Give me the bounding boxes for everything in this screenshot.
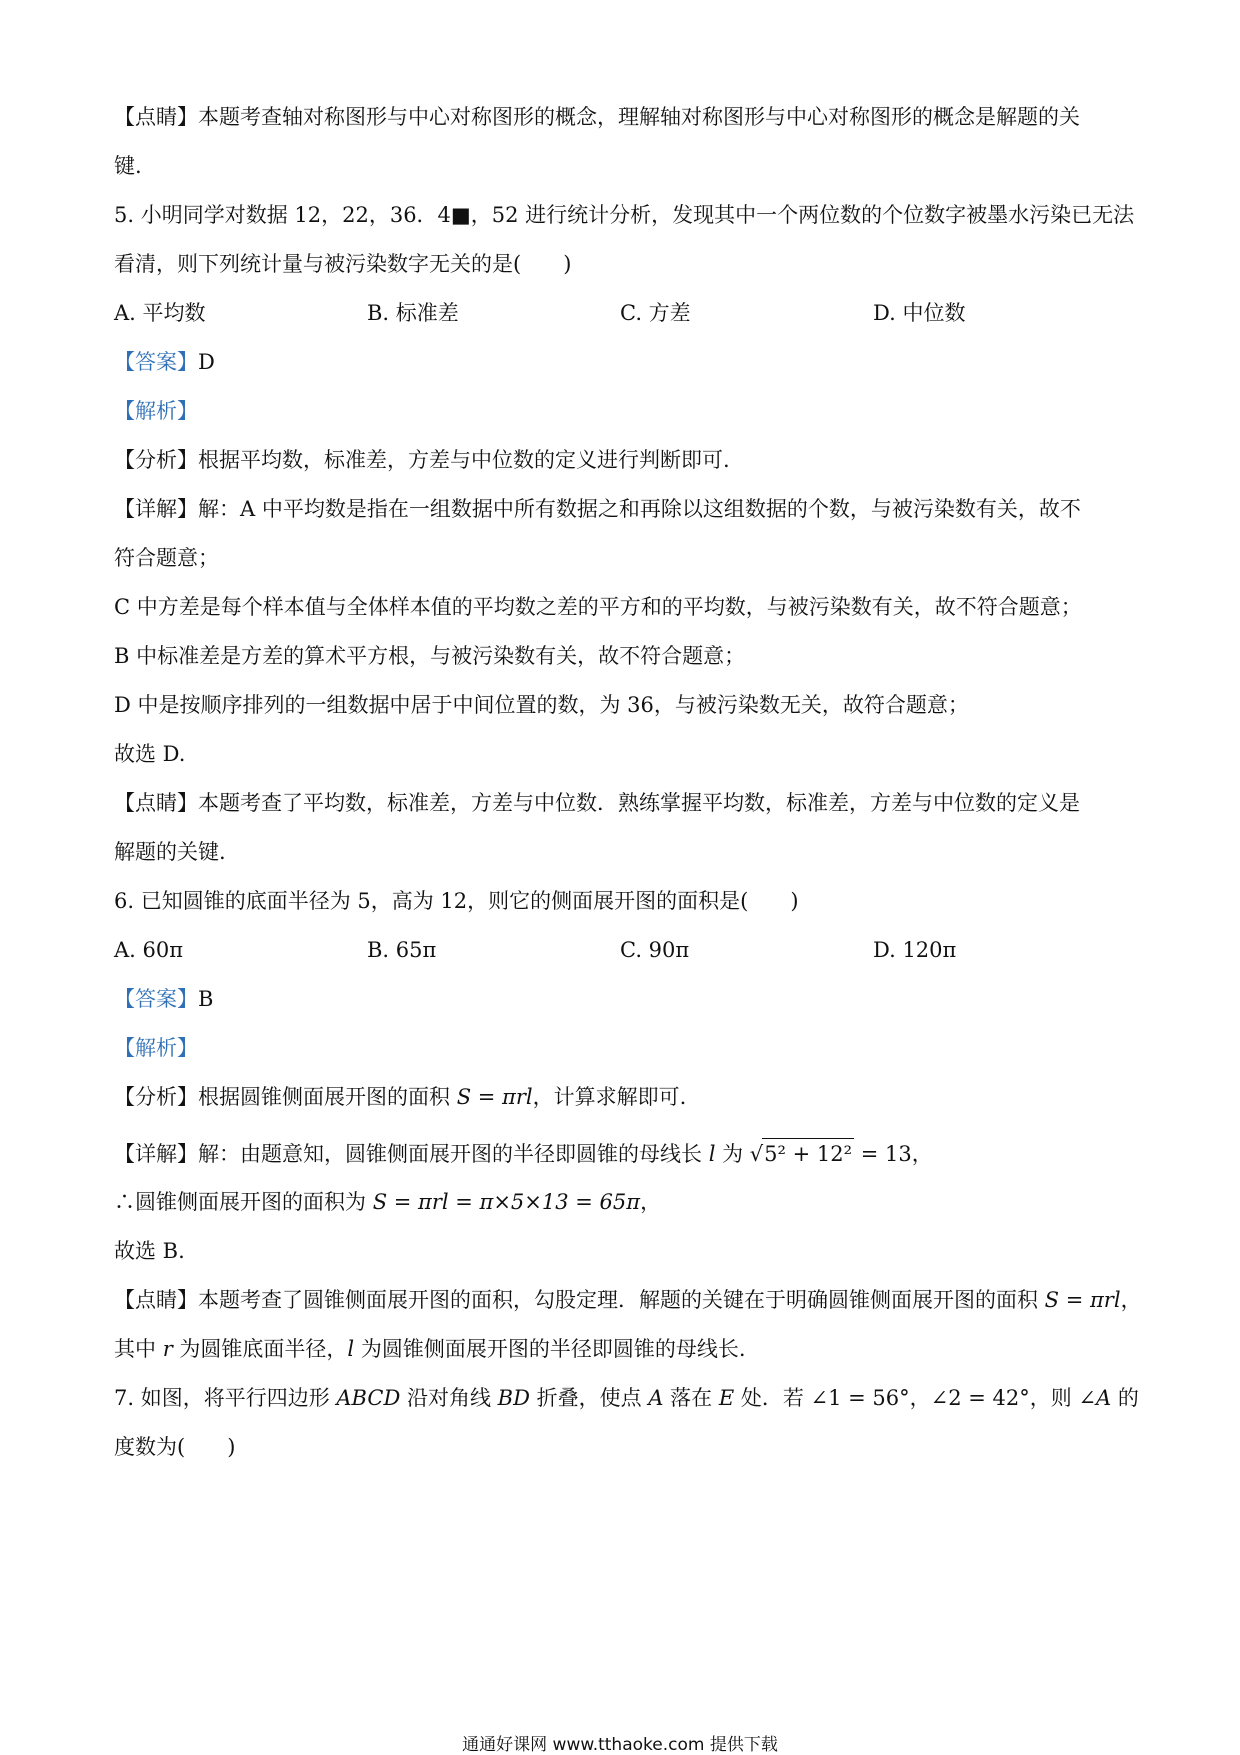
q5-stem-line2: 看清，则下列统计量与被污染数字无关的是( ) (114, 252, 572, 276)
q6-conclusion: 故选 B. (114, 1239, 185, 1263)
q6-option-c[interactable]: C. 90π (620, 938, 690, 962)
q5-option-d[interactable]: D. 中位数 (873, 301, 966, 325)
q5-jiexi-tag: 【解析】 (114, 399, 198, 423)
q5-dianjing-line1: 【点睛】本题考查了平均数，标准差，方差与中位数．熟练掌握平均数，标准差，方差与中位数的定义是 (114, 791, 1080, 815)
q5-option-a[interactable]: A. 平均数 (114, 301, 206, 325)
q6-dianjing-line1: 【点睛】本题考查了圆锥侧面展开图的面积，勾股定理．解题的关键在于明确圆锥侧面展开图的面积 S = πrl， (114, 1288, 1142, 1312)
q5-answer: 【答案】D (114, 350, 215, 374)
q5-fenxi: 【分析】根据平均数，标准差，方差与中位数的定义进行判断即可. (114, 448, 730, 472)
q6-option-b[interactable]: B. 65π (367, 938, 437, 962)
q6-option-a[interactable]: A. 60π (114, 938, 184, 962)
q5-xiangjie-line5: D 中是按顺序排列的一组数据中居于中间位置的数，为 36，与被污染数无关，故符合题意； (114, 693, 969, 717)
q5-dianjing-line2: 解题的关键. (114, 840, 226, 864)
q5-xiangjie-line1: 【详解】解：A 中平均数是指在一组数据中所有数据之和再除以这组数据的个数，与被污染数有关，故不 (114, 497, 1081, 521)
q6-xiangjie-line2: ∴圆锥侧面展开图的面积为 S = πrl = π×5×13 = 65π， (114, 1190, 662, 1214)
sqrt-expression: 5² + 12² (762, 1138, 854, 1169)
q5-xiangjie-line3: C 中方差是每个样本值与全体样本值的平均数之差的平方和的平均数，与被污染数有关，故不符合题意； (114, 595, 1082, 619)
q7-stem-line2: 度数为( ) (114, 1435, 236, 1459)
prev-dianjing-line1: 【点睛】本题考查轴对称图形与中心对称图形的概念，理解轴对称图形与中心对称图形的概念是解题的关 (114, 105, 1080, 129)
q6-option-d[interactable]: D. 120π (873, 938, 957, 962)
q5-stem-line1: 5. 小明同学对数据 12，22，36．4■，52 进行统计分析，发现其中一个两位数的个位数字被墨水污染已无法 (114, 203, 1135, 227)
q5-xiangjie-line4: B 中标准差是方差的算术平方根，与被污染数有关，故不符合题意； (114, 644, 746, 668)
q6-stem: 6. 已知圆锥的底面半径为 5，高为 12，则它的侧面展开图的面积是( ) (114, 889, 799, 913)
q5-option-c[interactable]: C. 方差 (620, 301, 691, 325)
q6-jiexi-tag: 【解析】 (114, 1036, 198, 1060)
footer-watermark: 通通好课网 www.tthaoke.com 提供下载 (462, 1735, 778, 1755)
q5-option-b[interactable]: B. 标准差 (367, 301, 459, 325)
formula-area: S = πrl (456, 1085, 533, 1109)
prev-dianjing-line2: 键. (114, 154, 142, 178)
q6-dianjing-line2: 其中 r 为圆锥底面半径，l 为圆锥侧面展开图的半径即圆锥的母线长. (114, 1337, 746, 1361)
q7-stem-line1: 7. 如图，将平行四边形 ABCD 沿对角线 BD 折叠，使点 A 落在 E 处．若 ∠1 = 56°，∠2 = 42°，则 ∠A 的 (114, 1386, 1139, 1410)
q6-fenxi: 【分析】根据圆锥侧面展开图的面积 S = πrl，计算求解即可. (114, 1085, 687, 1109)
q5-xiangjie-line2: 符合题意； (114, 546, 219, 570)
q6-xiangjie-line1: 【详解】解：由题意知，圆锥侧面展开图的半径即圆锥的母线长 l 为 √5² + 12² = 13， (114, 1138, 933, 1169)
formula-area-calc: S = πrl = π×5×13 = 65π (372, 1190, 641, 1214)
q6-answer: 【答案】B (114, 987, 214, 1011)
q5-conclusion: 故选 D. (114, 742, 186, 766)
